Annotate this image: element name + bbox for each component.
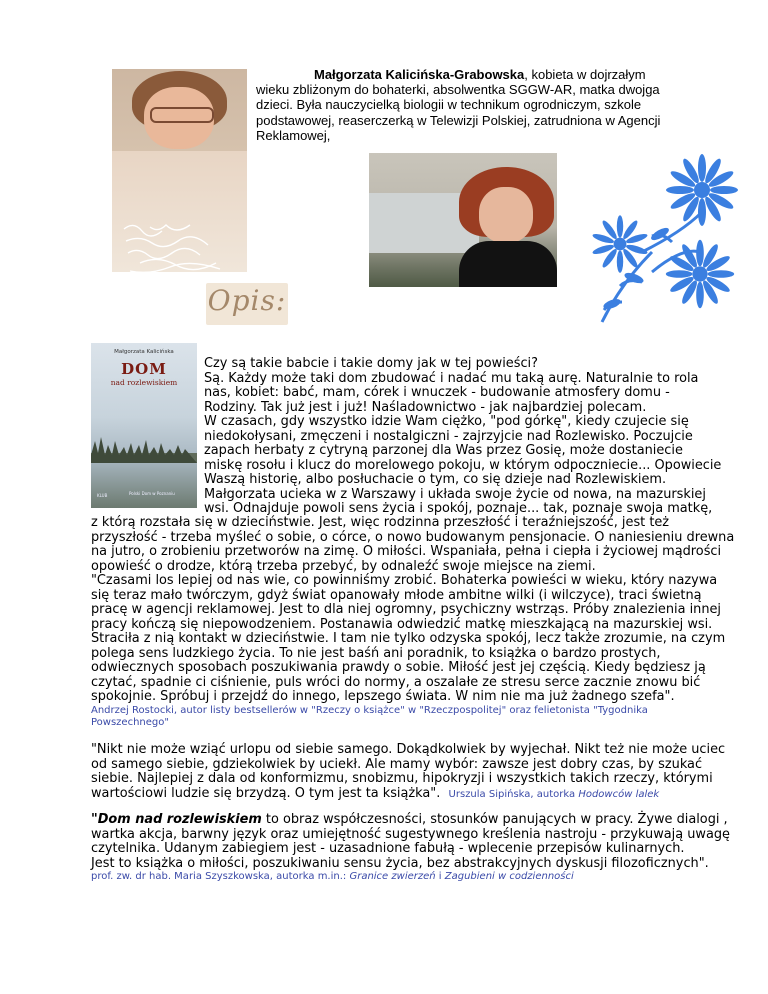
book-title: DOM <box>121 360 167 378</box>
description-line: przyszłość - trzeba myśleć o sobie, o córce, o nowo budowanym pensjonacie. O naniesieniu drewna <box>91 529 735 545</box>
description-line: Czy są takie babcie i takie domy jak w tej powieści? <box>204 356 538 371</box>
bio-line: podstawowej, reaserczerką w Telewizji Polskiej, zatrudniona w Agencji <box>256 112 661 128</box>
quote-line: to obraz współczesności, stosunków panujących w pracy. Żywe dialogi , <box>261 812 728 827</box>
blue-flowers-ornament <box>582 152 742 332</box>
attribution-line: Powszechnego" <box>91 717 169 728</box>
book-description <box>204 357 721 517</box>
quote-line: siebie. Najlepiej z dala od konformizmu, snobizmu, hipokryzji i wszystkich takich rzeczy, którymi <box>91 771 713 786</box>
book-publisher: Polski Dom w Poznaniu <box>129 491 175 496</box>
attribution-book: Hodowców lalek <box>578 788 660 800</box>
opis-label <box>206 283 288 325</box>
review-quote-1 <box>91 574 725 705</box>
description-line: Waszą historię, albo posłuchacie o tym, co się dzieje nad Rozlewiskiem. <box>204 472 667 487</box>
quote-line: Jest to książka o miłości, poszukiwaniu sensu życia, bez abstrakcyjnych dyskusji filozoficznych". <box>91 855 709 871</box>
attribution-line: Andrzej Rostocki, autor listy bestsellerów w "Rzeczy o książce" w "Rzeczpospolitej" oraz felietonista "Tygodnika <box>91 705 648 716</box>
review-quote-3 <box>91 813 730 871</box>
quote-line: pracę w agencji reklamowej. Jest to dla niej ogromny, psychiczny wstrząs. Próby znalezienia innej <box>91 602 722 617</box>
description-line: W czasach, gdy wszystko idzie Wam ciężko, "pod górkę", kiedy czujecie się <box>204 414 689 429</box>
bio-line: , kobieta w dojrzałym <box>524 67 646 82</box>
attribution-book: Zagubieni w codzienności <box>444 871 574 882</box>
opis-text: Opis: <box>207 284 287 317</box>
description-line: niedokołysani, zmęczeni i nostalgiczni - zajrzyjcie nad Rozlewisko. Poczujcie <box>204 428 693 444</box>
quote-line: wartka akcja, barwny język oraz umiejętność sugestywnego kreślenia nastroju - przykuwają uwagę <box>91 826 730 842</box>
description-line: nas, kobiet: babć, mam, córek i wnuczek - budowanie atmosfery domu - <box>204 385 670 400</box>
description-line: Rodziny. Tak już jest i już! Naśladownictwo - jak najbardziej polecam. <box>204 399 647 415</box>
description-line: Małgorzata ucieka w z Warszawy i układa swoje życie od nowa, na mazurskiej <box>204 486 706 502</box>
review-attribution-1 <box>91 705 648 729</box>
book-publisher-logo: KLUB <box>97 493 108 498</box>
bio-line: wieku zbliżonym do bohaterki, absolwentka SGGW-AR, matka dwojga <box>256 82 660 98</box>
book-author: Małgorzata Kalicińska <box>114 349 174 355</box>
quote-line: spokojnie. Spróbuj i przejdź do innego, lepszego świata. W nim nie ma już żadnego szefa". <box>91 689 675 704</box>
quote-line: polega sens ludzkiego życia. To nie jest baśń ani poradnik, to książka o bardzo prostych, <box>91 645 661 661</box>
book-subtitle: nad rozlewiskiem <box>110 378 178 387</box>
quote-line: od samego siebie, gdziekolwiek by uciekł. Ale mamy wybór: zawsze jest dobry czas, by szukać <box>91 756 703 772</box>
description-line: Są. Każdy może taki dom zbudować i nadać mu taką aurę. Naturalnie to rola <box>204 370 699 386</box>
review-attribution-2 <box>449 789 660 800</box>
book-cover <box>91 343 197 508</box>
attribution-connector: i <box>435 871 445 882</box>
quote-line: "Nikt nie może wziąć urlopu od siebie samego. Dokądkolwiek by wyjechał. Nikt też nie może uciec <box>91 742 726 757</box>
handwritten-dedication <box>120 219 240 272</box>
quote-line: wartościowi ludzie się brzydzą. O tym jest ta książka". <box>91 785 441 801</box>
author-name: Małgorzata Kalicińska-Grabowska <box>314 67 525 82</box>
attribution-author: Urszula Sipińska, autorka <box>448 788 579 800</box>
attribution-book: Granice zwierzeń <box>349 871 436 882</box>
description-line: z którą rozstała się w dzieciństwie. Jest, więc rodzinna przeszłość i teraźniejszość, jest też <box>91 515 670 530</box>
book-cover-reeds <box>91 433 197 463</box>
description-line: wsi. Odnajduje powoli sens życia i spokój, poznaje... tak, poznaje swoja matkę, <box>204 501 713 516</box>
quote-book-title: "Dom nad rozlewiskiem <box>91 812 262 827</box>
author-photo-lake <box>369 153 557 287</box>
bio-line: dzieci. Była nauczycielką biologii w technikum ogrodniczym, szkole <box>256 97 642 113</box>
quote-line: pracy kończą się niepowodzeniem. Postanawia odwiedzić matkę mieszkającą na mazurskiej wsi. <box>91 616 713 632</box>
book-description-continued <box>91 516 734 574</box>
description-line: zapach herbaty z cytryną parzonej dla Was przez Gosię, może dostaniecie <box>204 443 683 458</box>
author-photo-signed <box>112 69 247 272</box>
description-line: na jutro, o zrobieniu przetworów na zimę. O miłości. Wspaniała, pełna i ciepła i życiowej mądrości <box>91 544 722 559</box>
bio-line: Reklamowej, <box>256 127 331 143</box>
review-attribution-3 <box>91 871 574 883</box>
quote-line: odwiecznych sposobach poszukiwania prawdy o sobie. Miłość jest jej częścią. Kiedy będziesz ją <box>91 660 706 675</box>
author-bio <box>256 67 660 143</box>
quote-line: czytelnika. Udanym zabiegiem jest - uzasadnione fabułą - wplecenie przepisów kulinarnych. <box>91 841 685 856</box>
quote-line: "Czasami los lepiej od nas wie, co powinniśmy zrobić. Bohaterka powieści w wieku, który nazywa <box>91 573 718 588</box>
quote-line: czytać, spadnie ci ciśnienie, puls wróci do normy, a oszalałe ze stresu serce zacznie znowu bić <box>91 674 701 690</box>
description-line: opowieść o drodze, którą trzeba przebyć, by odnaleźć swoje miejsce na ziemi. <box>91 558 596 574</box>
quote-line: Straciła z nią kontakt w dzieciństwie. I tam nie tylko odzyska spokój, lecz także zrozumie, na czym <box>91 631 726 646</box>
quote-line: się teraz mało twórczym, gdyż świat opanowały młode ambitne wilki (i wilczyce), traci świetną <box>91 587 702 603</box>
description-line: miskę rosołu i klucz do morelowego pokoju, w którym odpoczniecie... Opowiecie <box>204 457 722 473</box>
review-quote-2 <box>91 743 725 801</box>
attribution-author: prof. zw. dr hab. Maria Szyszkowska, autorka m.in.: <box>91 871 350 882</box>
